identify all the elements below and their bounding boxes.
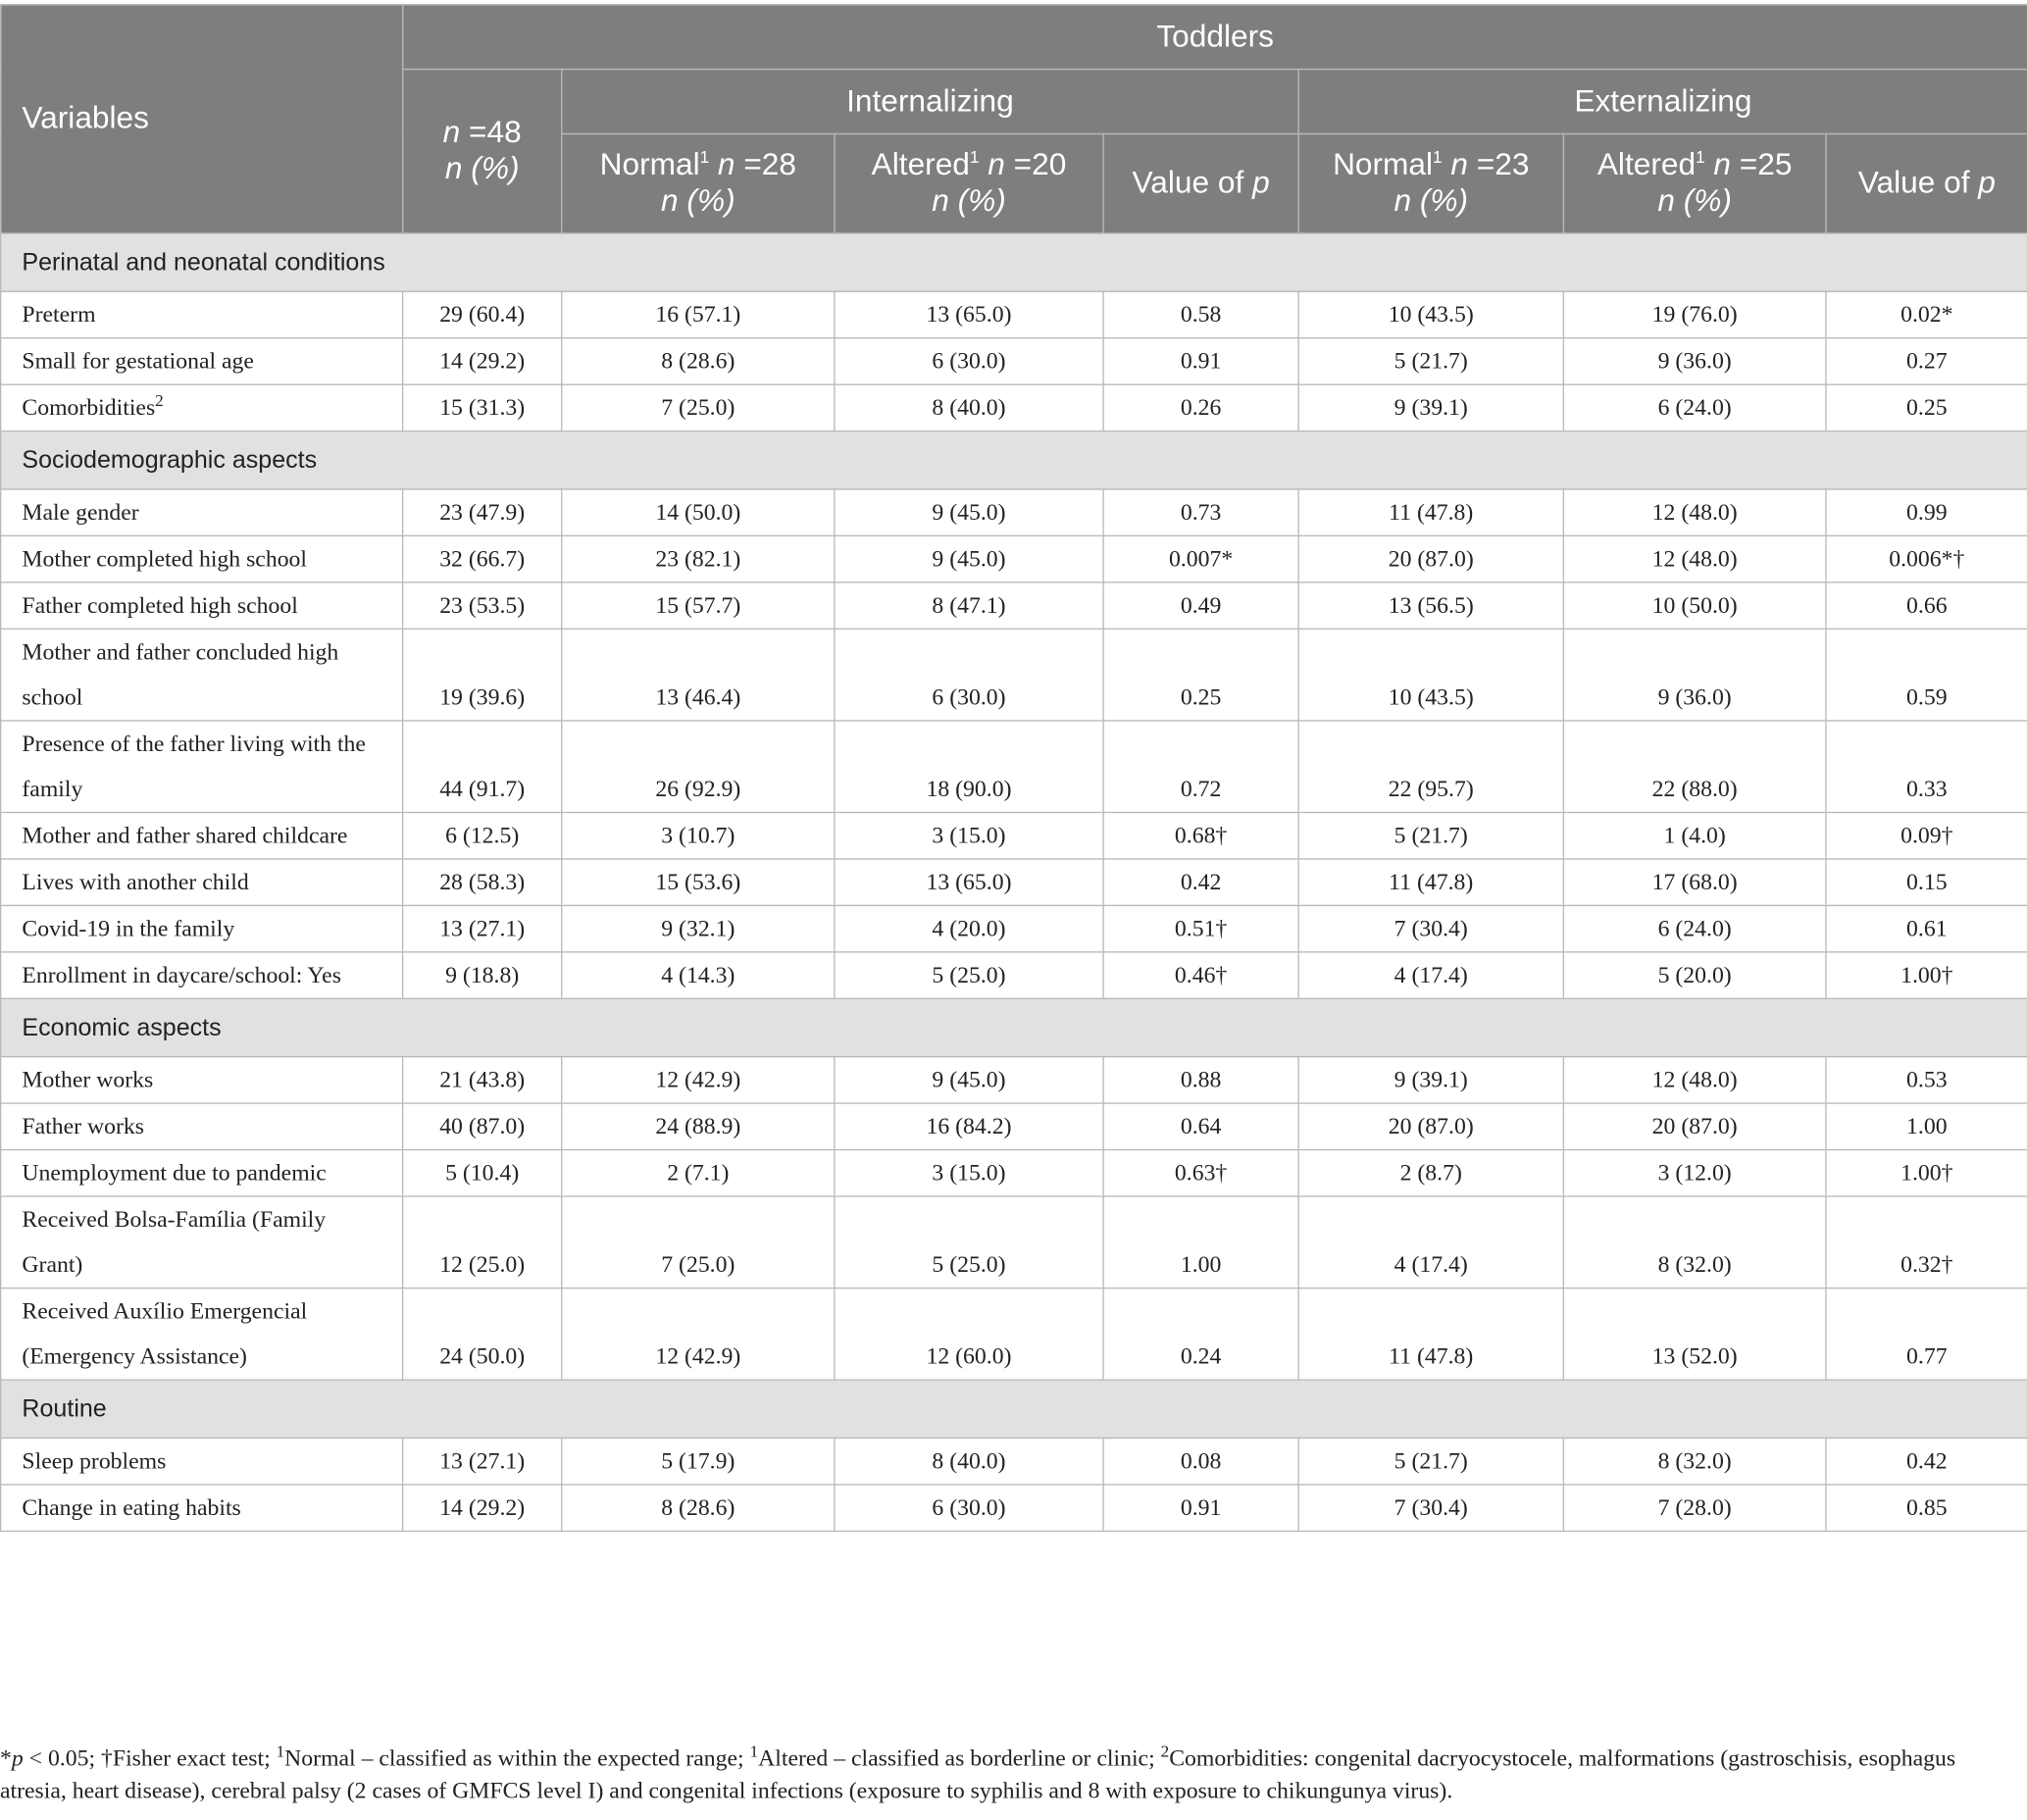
cell-int-normal: 7 (25.0) [562,384,835,430]
cell-ext-normal: 9 (39.1) [1298,384,1563,430]
cell-total: 5 (10.4) [403,1150,562,1196]
ext-normal-header [1298,133,1563,233]
cell-int-altered: 4 (20.0) [835,905,1103,951]
cell-int-normal: 23 (82.1) [562,535,835,581]
cell-total: 12 (25.0) [403,1196,562,1289]
cell-int-p: 0.24 [1103,1289,1298,1381]
row-label-text: Presence of the father living with the [22,730,366,757]
cell-int-altered: 13 (65.0) [835,859,1103,905]
cell-int-p: 0.73 [1103,489,1298,535]
row-label [1,859,403,905]
cell-ext-altered: 9 (36.0) [1563,629,1826,721]
table-header [1,5,2027,233]
cell-ext-p: 0.15 [1826,859,2027,905]
section-title: Perinatal and neonatal conditions [1,233,2027,291]
cell-int-normal: 5 (17.9) [562,1438,835,1484]
int-altered-n-label: n [988,147,1005,182]
cell-int-p: 0.91 [1103,1485,1298,1531]
cell-int-p: 0.007* [1103,535,1298,581]
table-row [1,905,2027,951]
cell-ext-normal: 11 (47.8) [1298,859,1563,905]
row-label-text: Mother and father shared childcare [22,822,348,848]
cell-int-p: 0.68† [1103,812,1298,858]
cell-ext-normal: 20 (87.0) [1298,1103,1563,1149]
cell-int-normal: 14 (50.0) [562,489,835,535]
cell-ext-altered: 12 (48.0) [1563,489,1826,535]
row-label-text: Received Bolsa-Família (Family [22,1205,327,1233]
row-label-text: Unemployment due to pandemic [22,1159,327,1186]
section-title: Routine [1,1380,2027,1438]
footnote-sup-1: 1 [276,1741,285,1761]
int-normal-label: Normal [599,147,700,182]
row-label [1,905,403,951]
cell-int-p: 0.42 [1103,859,1298,905]
cell-int-altered: 6 (30.0) [835,629,1103,721]
cell-int-normal: 26 (92.9) [562,721,835,813]
section-title: Sociodemographic aspects [1,431,2027,489]
cell-int-normal: 4 (14.3) [562,952,835,998]
cell-ext-normal: 7 (30.4) [1298,1485,1563,1531]
internalizing-header-label: Internalizing [846,83,1014,119]
section-row [1,431,2027,489]
table-row [1,629,2027,721]
cell-ext-p: 0.99 [1826,489,2027,535]
row-label-text: Change in eating habits [22,1493,241,1521]
toddlers-header [403,5,2027,70]
cell-int-p: 1.00 [1103,1196,1298,1289]
table-row [1,1150,2027,1196]
cell-total: 13 (27.1) [403,905,562,951]
footnote-text-1: < 0.05; †Fisher exact test; [23,1744,277,1771]
ext-normal-pct: n (%) [1394,183,1469,219]
ext-p-symbol: p [1978,165,1996,201]
cell-total: 9 (18.8) [403,952,562,998]
row-label-text: Father completed high school [22,591,298,619]
section-row [1,1380,2027,1438]
cell-int-normal: 13 (46.4) [562,629,835,721]
int-normal-n-value: =28 [735,147,797,182]
cell-ext-altered: 6 (24.0) [1563,384,1826,430]
cell-ext-p: 0.66 [1826,582,2027,629]
row-label [1,629,403,721]
row-label-text: Enrollment in daycare/school: Yes [22,961,341,988]
row-label-text: Mother completed high school [22,545,308,572]
ext-altered-pct: n (%) [1657,183,1732,219]
cell-int-p: 0.58 [1103,291,1298,337]
cell-int-normal: 3 (10.7) [562,812,835,858]
cell-int-normal: 15 (53.6) [562,859,835,905]
row-label [1,582,403,629]
cell-total: 15 (31.3) [403,384,562,430]
ext-p-header [1826,133,2027,233]
cell-int-altered: 13 (65.0) [835,291,1103,337]
cell-ext-normal: 4 (17.4) [1298,1196,1563,1289]
cell-ext-normal: 9 (39.1) [1298,1057,1563,1103]
int-altered-n-value: =20 [1004,147,1067,182]
cell-total: 24 (50.0) [403,1289,562,1381]
data-table [0,4,2027,1532]
cell-int-p: 0.72 [1103,721,1298,813]
cell-total: 40 (87.0) [403,1103,562,1149]
total-pct: n (%) [444,151,520,186]
cell-total: 23 (47.9) [403,489,562,535]
cell-ext-normal: 2 (8.7) [1298,1150,1563,1196]
cell-ext-altered: 17 (68.0) [1563,859,1826,905]
cell-int-altered: 5 (25.0) [835,952,1103,998]
cell-ext-normal: 5 (21.7) [1298,338,1563,384]
row-label [1,1150,403,1196]
total-n-value: =48 [460,115,522,150]
row-label-text: Male gender [22,498,139,526]
row-label-text: Comorbidities [22,394,156,421]
cell-ext-altered: 3 (12.0) [1563,1150,1826,1196]
footnote-text-3: Altered – classified as borderline or clinic; [758,1744,1161,1771]
cell-ext-p: 0.77 [1826,1289,2027,1381]
int-altered-label: Altered [871,147,970,182]
toddlers-header-label: Toddlers [1156,19,1274,54]
ext-normal-sup: 1 [1433,147,1443,168]
footnote-sup-2: 1 [749,1741,759,1761]
cell-int-altered: 5 (25.0) [835,1196,1103,1289]
cell-int-altered: 6 (30.0) [835,338,1103,384]
cell-ext-normal: 13 (56.5) [1298,582,1563,629]
cell-int-normal: 7 (25.0) [562,1196,835,1289]
cell-int-p: 0.46† [1103,952,1298,998]
ext-altered-header [1563,133,1826,233]
cell-ext-normal: 11 (47.8) [1298,1289,1563,1381]
cell-ext-altered: 8 (32.0) [1563,1196,1826,1289]
table-row [1,1196,2027,1289]
table-row [1,1289,2027,1381]
cell-ext-p: 0.02* [1826,291,2027,337]
int-normal-pct: n (%) [661,183,735,219]
row-label [1,1103,403,1149]
cell-total: 13 (27.1) [403,1438,562,1484]
cell-ext-altered: 5 (20.0) [1563,952,1826,998]
table-row [1,952,2027,998]
cell-int-altered: 9 (45.0) [835,1057,1103,1103]
row-label [1,384,403,430]
footnote [0,1743,2016,1807]
int-normal-sup: 1 [699,147,710,168]
total-header [403,70,562,233]
cell-ext-p: 0.53 [1826,1057,2027,1103]
cell-total: 19 (39.6) [403,629,562,721]
cell-int-p: 0.91 [1103,338,1298,384]
cell-ext-normal: 10 (43.5) [1298,291,1563,337]
row-label-text-line2: Grant) [22,1251,83,1278]
cell-ext-normal: 5 (21.7) [1298,812,1563,858]
cell-ext-p: 0.006*† [1826,535,2027,581]
cell-ext-normal: 10 (43.5) [1298,629,1563,721]
cell-int-altered: 18 (90.0) [835,721,1103,813]
cell-int-altered: 3 (15.0) [835,812,1103,858]
int-normal-header [562,133,835,233]
cell-total: 29 (60.4) [403,291,562,337]
ext-p-label: Value of [1857,165,1979,201]
cell-int-normal: 24 (88.9) [562,1103,835,1149]
cell-ext-altered: 6 (24.0) [1563,905,1826,951]
row-label [1,952,403,998]
cell-ext-normal: 4 (17.4) [1298,952,1563,998]
row-label [1,338,403,384]
cell-ext-altered: 13 (52.0) [1563,1289,1826,1381]
cell-total: 6 (12.5) [403,812,562,858]
footnote-text-4: Comorbidities: congenital dacryocystocele, malformations (gastroschisis, esophagus atresia, heart disease), cerebral palsy (2 cases of GMFCS level I) and congenital infections (exposure to syphilis and 8 with exposure to chikungunya virus). [0,1744,1956,1803]
cell-ext-p: 0.42 [1826,1438,2027,1484]
cell-total: 44 (91.7) [403,721,562,813]
table-row [1,338,2027,384]
cell-int-p: 0.88 [1103,1057,1298,1103]
row-label [1,489,403,535]
row-label-text: Preterm [22,301,96,328]
cell-ext-p: 0.25 [1826,384,2027,430]
row-label [1,1485,403,1531]
cell-int-altered: 3 (15.0) [835,1150,1103,1196]
table-row [1,1438,2027,1484]
row-label [1,535,403,581]
cell-int-altered: 12 (60.0) [835,1289,1103,1381]
cell-ext-altered: 12 (48.0) [1563,1057,1826,1103]
row-label-text-line2: family [22,775,83,802]
variables-header [1,5,403,233]
internalizing-header [562,70,1298,134]
cell-ext-p: 0.27 [1826,338,2027,384]
int-altered-header [835,133,1103,233]
footnote-sup-3: 2 [1160,1741,1170,1761]
footnote-star: * [0,1744,12,1771]
row-label [1,1438,403,1484]
cell-ext-altered: 12 (48.0) [1563,535,1826,581]
cell-int-normal: 8 (28.6) [562,338,835,384]
table-row [1,812,2027,858]
externalizing-header [1298,70,2027,134]
ext-altered-sup: 1 [1696,147,1705,168]
cell-ext-p: 0.59 [1826,629,2027,721]
cell-ext-p: 1.00 [1826,1103,2027,1149]
row-label-text: Small for gestational age [22,347,254,374]
cell-ext-normal: 5 (21.7) [1298,1438,1563,1484]
ext-normal-label: Normal [1333,147,1434,182]
cell-int-altered: 6 (30.0) [835,1485,1103,1531]
externalizing-header-label: Externalizing [1574,83,1752,119]
cell-int-normal: 15 (57.7) [562,582,835,629]
row-label-text: Mother and father concluded high [22,638,339,665]
cell-int-p: 0.26 [1103,384,1298,430]
row-label-text: Received Auxílio Emergencial [22,1297,308,1324]
row-label-text: Father works [22,1112,144,1139]
table-row [1,1485,2027,1531]
cell-ext-altered: 19 (76.0) [1563,291,1826,337]
section-title: Economic aspects [1,998,2027,1056]
table-row [1,582,2027,629]
total-n-label: n [442,115,461,150]
ext-normal-n-value: =23 [1467,147,1530,182]
cell-total: 14 (29.2) [403,338,562,384]
cell-ext-altered: 8 (32.0) [1563,1438,1826,1484]
row-label [1,812,403,858]
table-row [1,1057,2027,1103]
cell-ext-normal: 20 (87.0) [1298,535,1563,581]
table-row [1,489,2027,535]
cell-ext-p: 1.00† [1826,952,2027,998]
cell-ext-altered: 1 (4.0) [1563,812,1826,858]
ext-altered-n-label: n [1713,147,1732,182]
cell-int-normal: 2 (7.1) [562,1150,835,1196]
table-row [1,1103,2027,1149]
row-label [1,291,403,337]
cell-ext-p: 1.00† [1826,1150,2027,1196]
cell-ext-altered: 20 (87.0) [1563,1103,1826,1149]
row-label-text-line2: (Emergency Assistance) [22,1342,247,1369]
table-row [1,384,2027,430]
ext-altered-label: Altered [1596,147,1697,182]
cell-int-normal: 8 (28.6) [562,1485,835,1531]
int-p-header [1103,133,1298,233]
cell-int-p: 0.63† [1103,1150,1298,1196]
table-row [1,721,2027,813]
row-label-text: Mother works [22,1066,154,1092]
table-body [1,233,2027,1531]
int-altered-sup: 1 [969,147,980,168]
cell-ext-altered: 10 (50.0) [1563,582,1826,629]
cell-total: 14 (29.2) [403,1485,562,1531]
cell-ext-altered: 7 (28.0) [1563,1485,1826,1531]
cell-ext-p: 0.09† [1826,812,2027,858]
cell-int-p: 0.64 [1103,1103,1298,1149]
int-normal-n-label: n [717,147,735,182]
cell-total: 28 (58.3) [403,859,562,905]
cell-ext-normal: 22 (95.7) [1298,721,1563,813]
cell-int-altered: 9 (45.0) [835,535,1103,581]
cell-total: 21 (43.8) [403,1057,562,1103]
table-row [1,859,2027,905]
section-row [1,998,2027,1056]
int-p-label: Value of [1132,165,1253,201]
row-label-sup: 2 [155,390,164,410]
int-p-symbol: p [1252,165,1270,201]
cell-int-p: 0.25 [1103,629,1298,721]
row-label [1,1289,403,1381]
cell-int-normal: 12 (42.9) [562,1057,835,1103]
cell-int-altered: 9 (45.0) [835,489,1103,535]
row-label-text: Covid-19 in the family [22,915,235,941]
cell-ext-altered: 9 (36.0) [1563,338,1826,384]
section-row [1,233,2027,291]
row-label-text: Sleep problems [22,1447,167,1474]
cell-ext-p: 0.85 [1826,1485,2027,1531]
cell-total: 32 (66.7) [403,535,562,581]
cell-int-p: 0.49 [1103,582,1298,629]
row-label-text-line2: school [22,683,83,710]
cell-int-altered: 8 (47.1) [835,582,1103,629]
row-label [1,1196,403,1289]
cell-int-p: 0.08 [1103,1438,1298,1484]
ext-altered-n-value: =25 [1731,147,1793,182]
cell-int-normal: 12 (42.9) [562,1289,835,1381]
cell-total: 23 (53.5) [403,582,562,629]
cell-ext-normal: 7 (30.4) [1298,905,1563,951]
variables-header-label: Variables [22,100,149,136]
footnote-text-2: Normal – classified as within the expected range; [284,1744,750,1771]
table-row [1,291,2027,337]
cell-int-altered: 8 (40.0) [835,384,1103,430]
table-row [1,535,2027,581]
cell-int-p: 0.51† [1103,905,1298,951]
cell-ext-p: 0.33 [1826,721,2027,813]
cell-int-altered: 16 (84.2) [835,1103,1103,1149]
row-label [1,721,403,813]
row-label-text: Lives with another child [22,868,249,895]
int-altered-pct: n (%) [932,183,1006,219]
cell-ext-p: 0.32† [1826,1196,2027,1289]
ext-normal-n-label: n [1450,147,1468,182]
cell-ext-p: 0.61 [1826,905,2027,951]
row-label [1,1057,403,1103]
cell-int-altered: 8 (40.0) [835,1438,1103,1484]
footnote-p: p [11,1744,24,1771]
cell-int-normal: 16 (57.1) [562,291,835,337]
cell-ext-normal: 11 (47.8) [1298,489,1563,535]
cell-int-normal: 9 (32.1) [562,905,835,951]
cell-ext-altered: 22 (88.0) [1563,721,1826,813]
